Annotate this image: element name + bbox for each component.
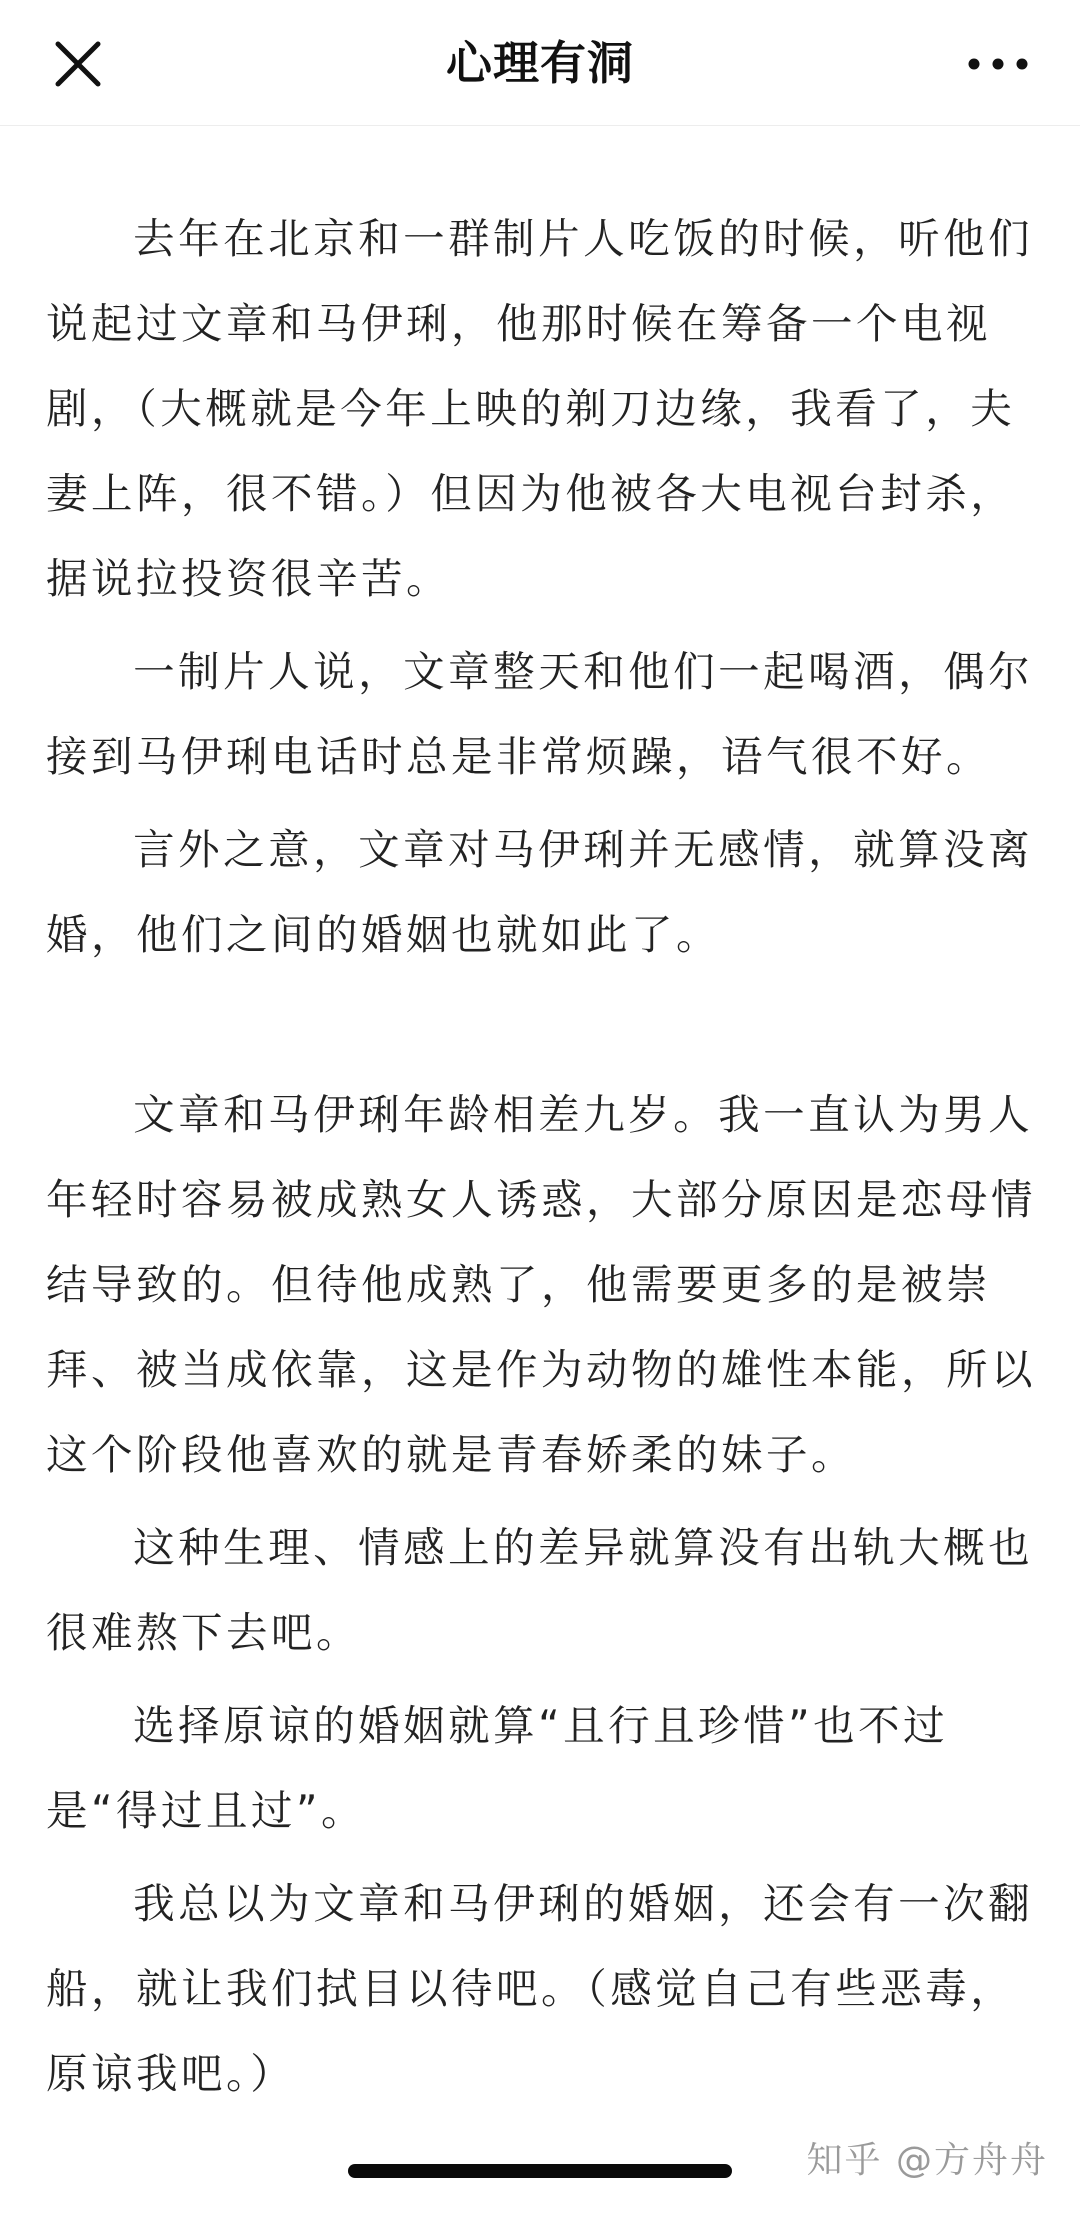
article-body (46, 196, 1036, 2116)
article-paragraph: 去年在北京和一群制片人吃饭的时候，听他们说起过文章和马伊琍，他那时候在筹备一个电视剧，（大概就是今年上映的剃刀边缘，我看了，夫妻上阵，很不错。）但因为他被各大电视台封杀，据说拉投资很辛苦。 (46, 214, 1034, 603)
article-paragraph: 言外之意，文章对马伊琍并无感情，就算没离婚，他们之间的婚姻也就如此了。 (46, 825, 1034, 959)
zhihu-watermark: 知乎 @方舟舟 (806, 2140, 1048, 2181)
page-title: 心理有洞 (446, 36, 634, 90)
top-bar (0, 0, 1080, 126)
home-indicator[interactable] (348, 2164, 732, 2178)
article-paragraph: 选择原谅的婚姻就算“且行且珍惜”也不过是“得过且过”。 (46, 1701, 949, 1835)
more-button[interactable] (966, 46, 1030, 82)
article-paragraph: 这种生理、情感上的差异就算没有出轨大概也很难熬下去吧。 (46, 1523, 1034, 1657)
article-paragraph: 一制片人说，文章整天和他们一起喝酒，偶尔接到马伊琍电话时总是非常烦躁，语气很不好。 (46, 647, 1034, 781)
article-paragraph: 我总以为文章和马伊琍的婚姻，还会有一次翻船，就让我们拭目以待吧。（感觉自己有些恶毒，原谅我吧。） (46, 1879, 1034, 2098)
article-paragraph: 文章和马伊琍年龄相差九岁。我一直认为男人年轻时容易被成熟女人诱惑，大部分原因是恋母情结导致的。但待他成熟了，他需要更多的是被崇拜、被当成依靠，这是作为动物的雄性本能，所以这个阶段他喜欢的就是青春娇柔的妹子。 (46, 1090, 1037, 1479)
more-horizontal-icon (966, 46, 1030, 82)
